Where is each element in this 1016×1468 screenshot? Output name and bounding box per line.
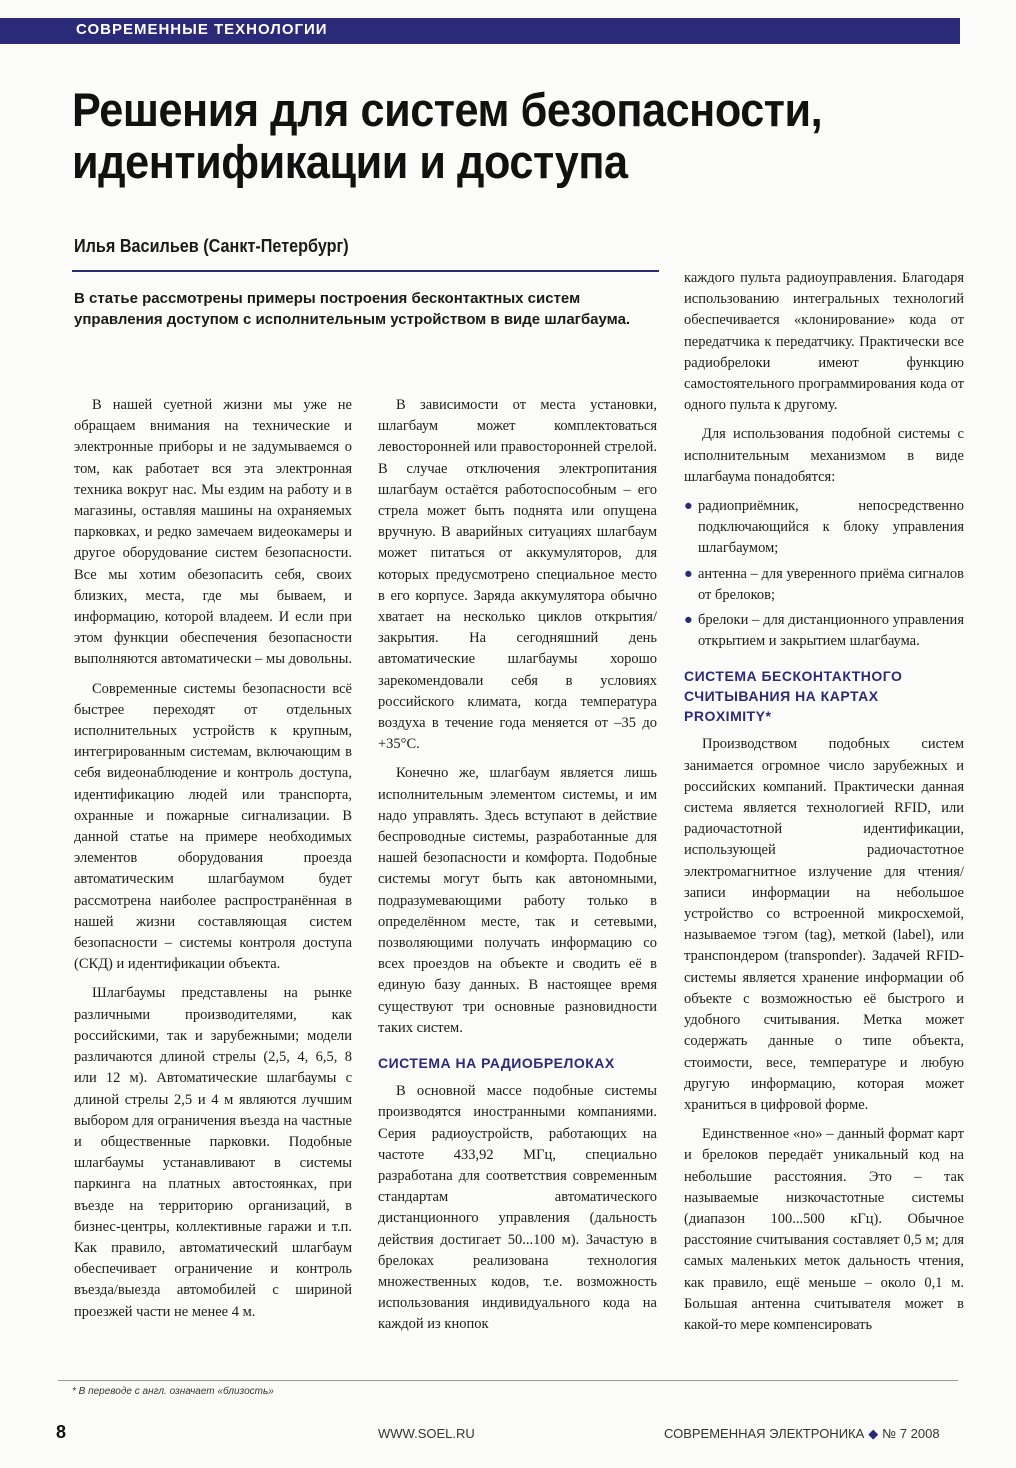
subheading-proximity-cards: СИСТЕМА БЕСКОНТАКТНОГО СЧИТЫВАНИЯ НА КАРТАХ PROXIMITY* bbox=[684, 668, 903, 725]
list-item-text: брелоки – для дистанционного управления открытием и закрытием шлагбаума. bbox=[698, 612, 964, 650]
list-item bbox=[684, 564, 964, 606]
list-item bbox=[684, 610, 964, 652]
text-column-3 bbox=[684, 268, 964, 1344]
paragraph: Единственное «но» – данный формат карт и брелоков передаёт уникальный код на небольшие расстояния. Это – так называемые низкочастотные системы (диапазон 100...500 кГц). Обычное расстояние считывания составляет 0,5 м; для самых маленьких меток дальность чтения, как правило, ещё меньше – около 0,1 м. Большая антенна считывателя может в какой-то мере компенсировать bbox=[684, 1126, 964, 1333]
journal-name: СОВРЕМЕННАЯ ЭЛЕКТРОНИКА bbox=[664, 1426, 865, 1441]
paragraph: Производством подобных систем занимается огромное число зарубежных и российских компаний. Практически данная система является технологией RFID, или радиочастотной идентификации, использующей радиочастотное электромагнитное излучение для чтения/записи информации на небольшое устройство со встроенной микросхемой, называемое тэгом (tag), меткой (label), или транспондером (transponder). Задачей RFID-системы является хранение информации об объекте с возможностью её быстрого и удобного считывания. Метка может содержать данные о типе объекта, стоимости, весе, температуре и любую другую информацию, которая может храниться в цифровой форме. bbox=[684, 736, 964, 1113]
website-link[interactable]: WWW.SOEL.RU bbox=[378, 1426, 475, 1441]
title-line-1: Решения для систем безопасности, bbox=[72, 83, 823, 136]
paragraph: Современные системы безопасности всё быстрее переходят от отдельных исполнительных устройств к крупным, интегрированным системам, включающим в себя видеонаблюдение и контроль доступа, идентификацию людей или транспорта, охранные и пожарные сигнализации. В данной статье на примере необходимых элементов оборудования проезда автоматическим шлагбаумом будет рассмотрена наиболее распространённая в нашей жизни составляющая систем безопасности – системы контроля доступа (СКД) и идентификации объекта. bbox=[74, 680, 352, 973]
text-column-1 bbox=[74, 395, 352, 1331]
bullet-icon: ● bbox=[684, 498, 693, 515]
issue-number: № 7 2008 bbox=[882, 1426, 940, 1441]
text-column-2 bbox=[378, 395, 657, 1344]
paragraph: В зависимости от места установки, шлагбаум может комплектоваться левосторонней или правосторонней стрелой. В случае отключения электропитания шлагбаум остаётся работоспособным – его стрела может быть поднята или опущена вручную. В аварийных ситуациях шлагбаум может питаться от аккумуляторов, для которых предусмотрено специальное место в его корпусе. Заряда аккумулятора обычно хватает на несколько циклов открытия/закрытия. На сегодняшний день автоматические шлагбаумы хорошо зарекомендовали себя в условиях российского климата, когда температура воздуха в течение года меняется от –35 до +35°С. bbox=[378, 397, 657, 753]
paragraph: Для использования подобной системы с исполнительным механизмом в виде шлагбаума понадобятся: bbox=[684, 426, 964, 485]
section-label: СОВРЕМЕННЫЕ ТЕХНОЛОГИИ bbox=[76, 21, 328, 38]
subheading-radio-keyfobs: СИСТЕМА НА РАДИОБРЕЛОКАХ bbox=[378, 1055, 615, 1072]
paragraph: В нашей суетной жизни мы уже не обращаем внимания на технические и электронные приборы и не задумываемся о том, как работает вся эта электронная техника вокруг нас. Мы ездим на работу и в магазины, оставляя машины на охраняемых парковках, и редко замечаем видеокамеры и другое оборудование систем безопасности. Все мы хотим обезопасить себя, своих близких, места, где мы бываем, и информацию, которой владеем. И если при этом функции обеспечения безопасности выполняются автоматически – мы довольны. bbox=[74, 397, 353, 668]
article-title bbox=[72, 84, 900, 188]
paragraph: В основной массе подобные системы производятся иностранными компаниями. Серия радиоустройств, работающих на частоте 433,92 МГц, специально разработана для соответствия современным стандартам автоматического дистанционного управления (дальность действия достигает 50...100 м). Зачастую в брелоках реализована технология множественных кодов, т.е. возможность использования индивидуального кода на каждой из кнопок bbox=[378, 1083, 657, 1333]
article-author: Илья Васильев (Санкт-Петербург) bbox=[74, 236, 349, 256]
article-lead: В статье рассмотрены примеры построения бесконтактных систем управления доступом с исполнительным устройством в виде шлагбаума. bbox=[74, 290, 631, 328]
list-item-text: радиоприёмник, непосредственно подключающийся к блоку управления шлагбаумом; bbox=[698, 498, 964, 557]
list-item-text: антенна – для уверенного приёма сигналов от брелоков; bbox=[698, 565, 964, 603]
title-divider bbox=[72, 270, 659, 272]
footnote: * В переводе с англ. означает «близость» bbox=[72, 1386, 274, 1397]
diamond-icon: ◆ bbox=[868, 1426, 879, 1441]
section-header-bar bbox=[0, 18, 960, 44]
paragraph: Шлагбаумы представлены на рынке различными производителями, как российскими, так и зарубежными; модели различаются длиной стрелы (2,5, 4, 6,5, 8 или 12 м). Автоматические шлагбаумы с длиной стрелы 2,5 и 4 м являются лучшим выбором для ограничения въезда на частные и общественные парковки. Подобные шлагбаумы устанавливают в системы паркинга на платных автостоянках, при въезде на территорию организаций, в бизнес-центры, коллективные гаражи и т.п. Как правило, автоматический шлагбаум обеспечивает ограничение и контроль въезда/выезда автомобилей с шириной проезжей части не менее 4 м. bbox=[74, 985, 352, 1320]
journal-info bbox=[664, 1426, 940, 1442]
paragraph: каждого пульта радиоуправления. Благодаря использованию интегральных технологий обеспечивается «клонирование» кода от передатчика к передатчику. Практически все радиобрелоки имеют функцию самостоятельного программирования кода от одного пульта к другому. bbox=[684, 270, 964, 414]
bullet-icon: ● bbox=[684, 612, 693, 629]
title-line-2: идентификации и доступа bbox=[72, 135, 628, 188]
bullet-icon: ● bbox=[684, 565, 693, 582]
paragraph: Конечно же, шлагбаум является лишь исполнительным элементом системы, и им надо управлять. Здесь вступают в действие беспроводные системы, разработанные для нашей безопасности и комфорта. Подобные системы могут быть как автономными, подразумевающими работу только в определённом месте, так и сетевыми, позволяющими получать информацию со всех проездов на объекте и сводить её в единую базу данных. В настоящее время существуют три основные разновидности таких систем. bbox=[378, 765, 657, 1036]
page-number: 8 bbox=[56, 1422, 67, 1442]
list-item bbox=[684, 496, 964, 560]
footnote-divider bbox=[58, 1380, 958, 1381]
equipment-list bbox=[684, 496, 964, 652]
